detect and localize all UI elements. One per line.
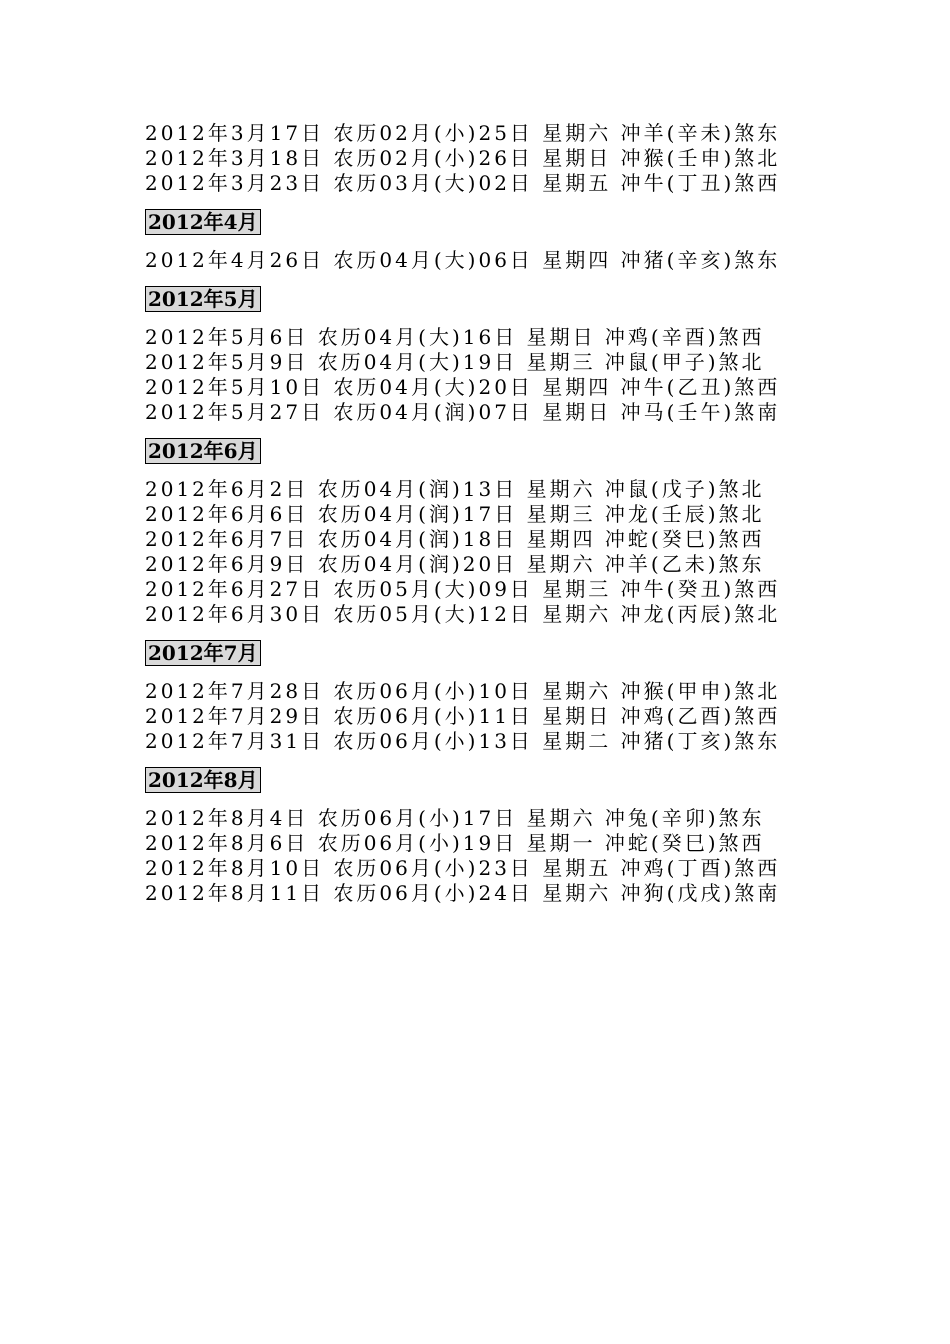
calendar-entry: 2012年6月7日 农历04月(润)18日 星期四 冲蛇(癸巳)煞西 xyxy=(145,527,765,551)
calendar-entry: 2012年3月17日 农历02月(小)25日 星期六 冲羊(辛未)煞东 xyxy=(145,121,781,145)
calendar-entry: 2012年6月6日 农历04月(润)17日 星期三 冲龙(壬辰)煞北 xyxy=(145,502,765,526)
month-heading: 2012年5月 xyxy=(145,286,261,312)
calendar-entry: 2012年5月10日 农历04月(大)20日 星期四 冲牛(乙丑)煞西 xyxy=(145,375,781,399)
calendar-entry: 2012年5月6日 农历04月(大)16日 星期日 冲鸡(辛酉)煞西 xyxy=(145,325,765,349)
month-section-may xyxy=(145,273,810,425)
month-section-april xyxy=(145,196,810,273)
month-heading: 2012年6月 xyxy=(145,438,261,464)
calendar-entry: 2012年6月27日 农历05月(大)09日 星期三 冲牛(癸丑)煞西 xyxy=(145,577,781,601)
calendar-entry: 2012年8月11日 农历06月(小)24日 星期六 冲狗(戊戌)煞南 xyxy=(145,881,781,905)
calendar-entry: 2012年6月9日 农历04月(润)20日 星期六 冲羊(乙未)煞东 xyxy=(145,552,765,576)
month-section-august xyxy=(145,754,810,906)
calendar-entry: 2012年8月4日 农历06月(小)17日 星期六 冲兔(辛卯)煞东 xyxy=(145,806,765,830)
calendar-entry: 2012年8月6日 农历06月(小)19日 星期一 冲蛇(癸巳)煞西 xyxy=(145,831,765,855)
calendar-entry: 2012年6月30日 农历05月(大)12日 星期六 冲龙(丙辰)煞北 xyxy=(145,602,781,626)
calendar-entry: 2012年4月26日 农历04月(大)06日 星期四 冲猪(辛亥)煞东 xyxy=(145,248,781,272)
intro-section xyxy=(145,121,810,196)
calendar-entry: 2012年8月10日 农历06月(小)23日 星期五 冲鸡(丁酉)煞西 xyxy=(145,856,781,880)
calendar-entry: 2012年5月9日 农历04月(大)19日 星期三 冲鼠(甲子)煞北 xyxy=(145,350,765,374)
document-page xyxy=(145,121,810,906)
calendar-entry: 2012年7月29日 农历06月(小)11日 星期日 冲鸡(乙酉)煞西 xyxy=(145,704,781,728)
month-heading: 2012年7月 xyxy=(145,640,261,666)
calendar-entry: 2012年5月27日 农历04月(润)07日 星期日 冲马(壬午)煞南 xyxy=(145,400,781,424)
calendar-entry: 2012年6月2日 农历04月(润)13日 星期六 冲鼠(戊子)煞北 xyxy=(145,477,765,501)
month-heading: 2012年4月 xyxy=(145,209,261,235)
calendar-entry: 2012年3月18日 农历02月(小)26日 星期日 冲猴(壬申)煞北 xyxy=(145,146,781,170)
calendar-entry: 2012年7月28日 农历06月(小)10日 星期六 冲猴(甲申)煞北 xyxy=(145,679,781,703)
calendar-entry: 2012年3月23日 农历03月(大)02日 星期五 冲牛(丁丑)煞西 xyxy=(145,171,781,195)
month-section-july xyxy=(145,627,810,754)
month-heading: 2012年8月 xyxy=(145,767,261,793)
month-section-june xyxy=(145,425,810,627)
calendar-entry: 2012年7月31日 农历06月(小)13日 星期二 冲猪(丁亥)煞东 xyxy=(145,729,781,753)
